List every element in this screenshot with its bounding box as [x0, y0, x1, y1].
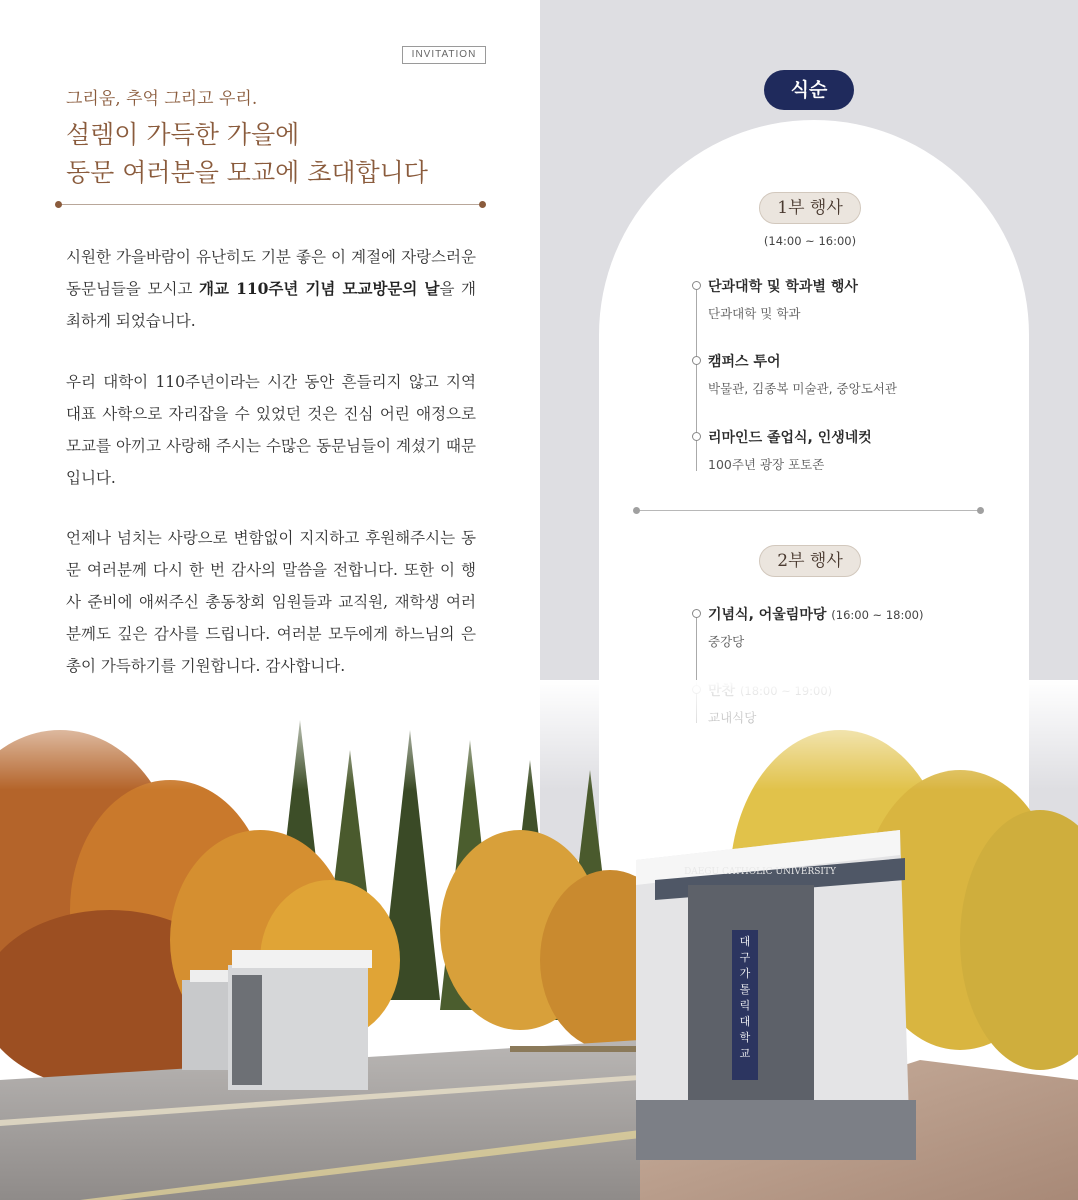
gate-banner-text: DAEGU CATHOLIC UNIVERSITY	[684, 867, 836, 877]
main-gate	[636, 830, 916, 1160]
campus-gate-photo	[0, 680, 1078, 1200]
headline-line-1: 설렘이 가득한 가을에	[66, 120, 300, 149]
part1-time: (14:00 ~ 16:00)	[763, 234, 857, 248]
invitation-tag: INVITATION	[402, 46, 486, 64]
anniversary-highlight: 개교 110주년 기념 모교방문의 날	[199, 279, 440, 298]
paragraph-1: 시원한 가을바람이 유난히도 기분 좋은 이 계절에 자랑스러운 동문님들을 모시고 개교 110주년 기념 모교방문의 날을 개최하게 되었습니다.	[66, 248, 477, 330]
invitation-subtitle: 그리움, 추억 그리고 우리.	[66, 89, 258, 109]
paragraph-3: 언제나 넘치는 사랑으로 변함없이 지지하고 후원해주시는 동문 여러분께 다시 한 번 감사의 말씀을 전합니다. 또한 이 행사 준비에 애써주신 총동창회 임원들과 교직원, 재학생 여러분께도 깊은 감사를 드립니다. 여러분 모두에게 하느님의 은총이 가득하기를 기원합니다. 감사합니다.	[66, 529, 476, 675]
part-divider	[636, 510, 981, 511]
headline-divider	[58, 204, 483, 205]
invitation-headline	[66, 116, 428, 192]
timeline-dot-icon	[692, 432, 701, 441]
timeline-dot-icon	[692, 609, 701, 618]
part1-label: 1부 행사	[759, 192, 861, 224]
timeline-dot-icon	[692, 356, 701, 365]
timeline-dot-icon	[692, 281, 701, 290]
gate-sign-text: 대 구 가 톨 릭 대 학 교	[739, 935, 751, 1060]
headline-line-2: 동문 여러분을 모교에 초대합니다	[66, 158, 428, 187]
schedule-title: 식순	[764, 70, 854, 110]
small-gate	[182, 950, 372, 1090]
part2-label: 2부 행사	[759, 545, 861, 577]
paragraph-2: 우리 대학이 110주년이라는 시간 동안 흔들리지 않고 지역 대표 사학으로 자리잡을 수 있었던 것은 진심 어린 애정으로 모교를 아끼고 사랑해 주시는 수많은 동문님들이 계셨기 때문입니다.	[66, 373, 476, 487]
part1-timeline	[696, 283, 697, 471]
